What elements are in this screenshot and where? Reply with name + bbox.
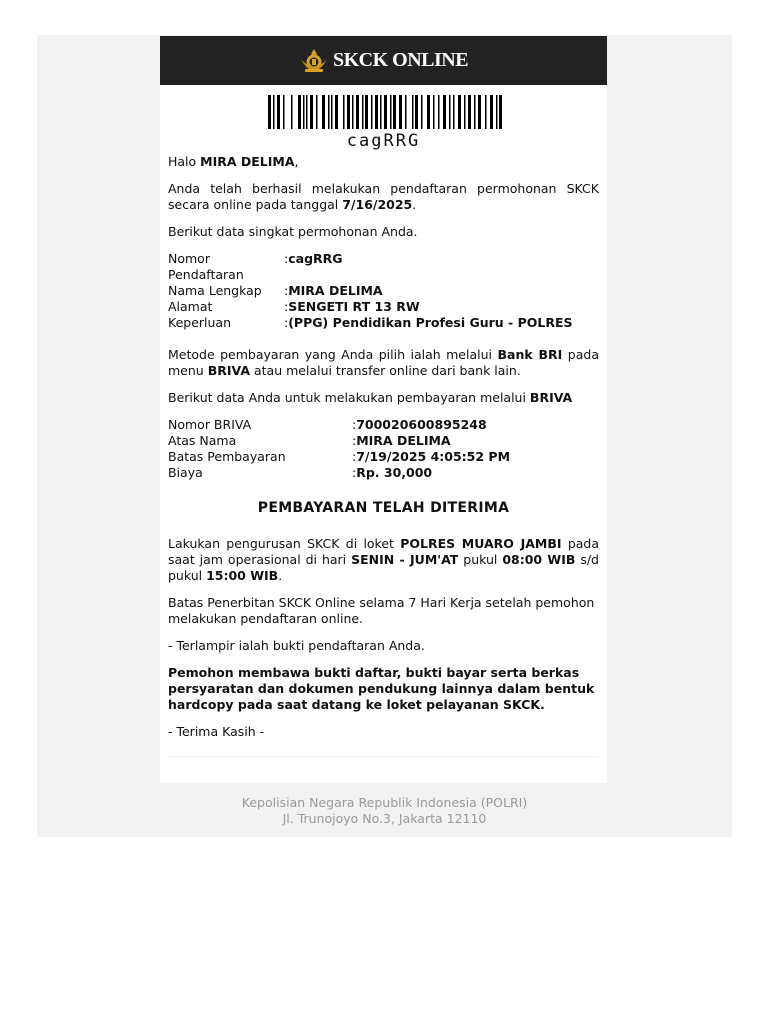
row-value: 700020600895248 xyxy=(356,417,487,432)
email-background xyxy=(37,35,732,837)
payment-via: BRIVA xyxy=(529,390,573,405)
table-row xyxy=(168,433,510,449)
row-value: cagRRG xyxy=(288,251,343,266)
payment-intro xyxy=(168,390,599,406)
row-label: Atas Nama xyxy=(168,433,237,448)
header-bar xyxy=(160,36,607,85)
registration-date: 7/16/2025 xyxy=(342,197,413,212)
barcode-section xyxy=(160,85,607,151)
row-value: 7/19/2025 4:05:52 PM xyxy=(356,449,511,464)
row-separator: : xyxy=(352,449,357,464)
payment-bank: Bank BRI xyxy=(497,347,563,362)
row-label: Keperluan xyxy=(168,315,232,330)
email-card xyxy=(160,36,607,783)
email-body xyxy=(160,154,607,740)
barcode-graphic xyxy=(264,95,504,129)
instructions-text: pada saat jam operasional di hari xyxy=(168,536,600,567)
applicant-name: MIRA DELIMA xyxy=(200,154,295,169)
intro-text: Anda telah berhasil melakukan pendaftaran permohonan SKCK secara online pada tanggal xyxy=(168,181,599,212)
brand-title: SKCK ONLINE xyxy=(332,49,469,71)
row-label: Nomor Pendaftaran xyxy=(168,251,244,282)
table-row xyxy=(168,417,510,433)
row-value: MIRA DELIMA xyxy=(356,433,451,448)
row-label: Biaya xyxy=(168,465,203,480)
office-end-time: 15:00 WIB xyxy=(206,568,279,583)
row-separator: : xyxy=(284,283,289,298)
row-value: Rp. 30,000 xyxy=(356,465,433,480)
row-value: MIRA DELIMA xyxy=(288,283,383,298)
header-logo xyxy=(299,48,468,74)
payment-method-text: pada menu xyxy=(168,347,599,378)
bring-documents-note xyxy=(168,665,599,713)
closing-text: - Terima Kasih - xyxy=(168,724,265,739)
row-separator: : xyxy=(352,417,357,432)
email-footer xyxy=(37,795,732,827)
instructions-text: . xyxy=(278,568,283,583)
payment-intro-text: Berikut data Anda untuk melakukan pembayaran melalui xyxy=(168,390,530,405)
table-row xyxy=(168,315,573,331)
content-divider xyxy=(168,756,599,757)
table-row xyxy=(168,449,510,465)
payment-method-paragraph xyxy=(168,347,599,379)
footer-org: Kepolisian Negara Republik Indonesia (POLRI) xyxy=(241,795,528,810)
row-separator: : xyxy=(352,433,357,448)
footer-address: Jl. Trunojoyo No.3, Jakarta 12110 xyxy=(282,811,487,826)
table-row xyxy=(168,299,573,315)
police-emblem-icon xyxy=(299,48,329,74)
bring-documents-text: Pemohon membawa bukti daftar, bukti bayar serta berkas persyaratan dan dokumen pendukung lainnya dalam bentuk hardcopy pada saat datang ke loket pelayanan SKCK. xyxy=(168,665,595,712)
instructions-text: Lakukan pengurusan SKCK di loket xyxy=(168,536,401,551)
instructions-paragraph xyxy=(168,536,599,584)
row-label: Alamat xyxy=(168,299,213,314)
table-row xyxy=(168,251,573,283)
intro-paragraph xyxy=(168,181,599,213)
instructions-text: s/d pukul xyxy=(168,552,599,583)
payment-status: PEMBAYARAN TELAH DITERIMA xyxy=(257,500,510,516)
row-label: Nomor BRIVA xyxy=(168,417,252,432)
payment-table xyxy=(168,417,510,481)
barcode-code: cagRRG xyxy=(346,131,421,151)
row-separator: : xyxy=(352,465,357,480)
payment-method-text: Metode pembayaran yang Anda pilih ialah melalui xyxy=(168,347,498,362)
office-days: SENIN - JUM'AT xyxy=(351,552,459,567)
row-separator: : xyxy=(284,299,289,314)
intro-end: . xyxy=(412,197,417,212)
row-label: Batas Pembayaran xyxy=(168,449,286,464)
greeting xyxy=(168,154,599,170)
office-location: POLRES MUARO JAMBI xyxy=(400,536,562,551)
row-label: Nama Lengkap xyxy=(168,283,262,298)
office-start-time: 08:00 WIB xyxy=(502,552,576,567)
table-row xyxy=(168,283,573,299)
payment-method-text: atau melalui transfer online dari bank lain. xyxy=(250,363,521,378)
table-row xyxy=(168,465,510,481)
instructions-text: pukul xyxy=(458,552,503,567)
row-separator: : xyxy=(284,315,289,330)
registration-table xyxy=(168,251,573,331)
attachment-note: - Terlampir ialah bukti pendaftaran Anda. xyxy=(168,638,425,653)
processing-time: Batas Penerbitan SKCK Online selama 7 Hari Kerja setelah pemohon melakukan pendaftaran online. xyxy=(168,595,595,626)
greeting-prefix: Halo xyxy=(168,154,201,169)
row-separator: : xyxy=(284,251,289,266)
summary-intro: Berikut data singkat permohonan Anda. xyxy=(168,224,418,239)
row-value: SENGETI RT 13 RW xyxy=(288,299,420,314)
greeting-suffix: , xyxy=(294,154,299,169)
payment-menu: BRIVA xyxy=(207,363,250,378)
row-value: (PPG) Pendidikan Profesi Guru - POLRES xyxy=(288,315,573,330)
